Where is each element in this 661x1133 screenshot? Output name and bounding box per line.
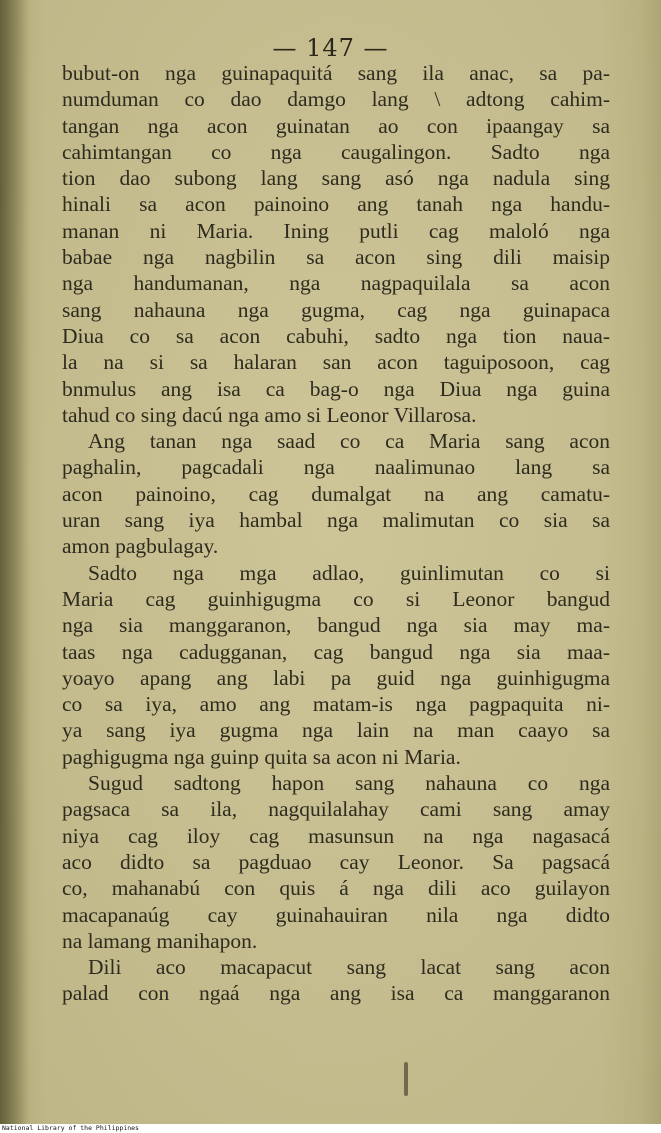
text-line: hinali sa acon painoino ang tanah nga handu-: [62, 192, 610, 217]
binding-shadow: [0, 0, 30, 1124]
text-line: Sugud sadtong hapon sang nahauna co nga: [88, 771, 610, 796]
text-line: yoayo apang ang labi pa guid nga guinhigugma: [62, 665, 610, 690]
text-line: niya cag iloy cag masunsun na nga nagasacá: [62, 823, 610, 848]
text-line: tahud co sing dacú nga amo si Leonor Villarosa.: [62, 402, 477, 427]
text-line: co, mahanabú con quis á nga dili aco guilayon: [62, 876, 610, 901]
text-line: pagsaca sa ila, nagquilalahay cami sang amay: [62, 797, 610, 822]
text-line: Diua co sa acon cabuhi, sadto nga tion naua-: [62, 323, 610, 348]
text-line: paghalin, pagcadali nga naalimunao lang sa: [62, 455, 610, 480]
text-line: paghigugma nga guinp quita sa acon ni Maria.: [62, 744, 461, 769]
text-line: nga handumanan, nga nagpaquilala sa acon: [62, 271, 610, 296]
text-line: manan ni Maria. Ining putli cag maloló nga: [62, 218, 610, 243]
text-line: babae nga nagbilin sa acon sing dili maisip: [62, 245, 610, 270]
text-line: co sa iya, amo ang matam-is nga pagpaquita ni-: [62, 692, 610, 717]
text-line: Ang tanan nga saad co ca Maria sang acon: [88, 429, 610, 454]
text-line: macapanaúg cay guinahauiran nila nga didto: [62, 902, 610, 927]
text-line: Sadto nga mga adlao, guinlimutan co si: [88, 560, 610, 585]
text-line: aco didto sa pagduao cay Leonor. Sa pagsacá: [62, 849, 610, 874]
text-line: tangan nga acon guinatan ao con ipaangay sa: [62, 113, 610, 138]
text-line: taas nga cadugganan, cag bangud nga sia maa-: [62, 639, 610, 664]
text-line: numduman co dao damgo lang \ adtong cahim-: [62, 87, 610, 112]
text-line: Maria cag guinhigugma co si Leonor bangud: [62, 586, 610, 611]
body-text: [62, 60, 610, 1007]
text-line: nga sia manggaranon, bangud nga sia may ma-: [62, 613, 610, 638]
text-line: bnmulus ang isa ca bag-o nga Diua nga guina: [62, 376, 610, 401]
text-line: bubut-on nga guinapaquitá sang ila anac, sa pa-: [62, 61, 610, 85]
text-line: amon pagbulagay.: [62, 534, 219, 559]
text-line: sang nahauna nga gugma, cag nga guinapaca: [62, 297, 610, 322]
text-line: uran sang iya hambal nga malimutan co sia sa: [62, 508, 610, 533]
library-credit: National Library of the Philippines: [2, 1124, 139, 1132]
ink-mark: [404, 1062, 408, 1096]
text-line: la na si sa halaran san acon taguiposoon, cag: [62, 350, 610, 375]
page-number: — 147 —: [272, 34, 389, 62]
text-line: palad con ngaá nga ang isa ca manggaranon: [62, 981, 610, 1006]
text-line: tion dao subong lang sang asó nga nadula sing: [62, 166, 610, 191]
text-line: ya sang iya gugma nga lain na man caayo sa: [62, 718, 610, 743]
text-line: Dili aco macapacut sang lacat sang acon: [88, 955, 610, 980]
text-line: acon painoino, cag dumalgat na ang camatu-: [62, 481, 610, 506]
text-line: cahimtangan co nga caugalingon. Sadto nga: [62, 139, 610, 164]
text-line: na lamang manihapon.: [62, 928, 258, 953]
